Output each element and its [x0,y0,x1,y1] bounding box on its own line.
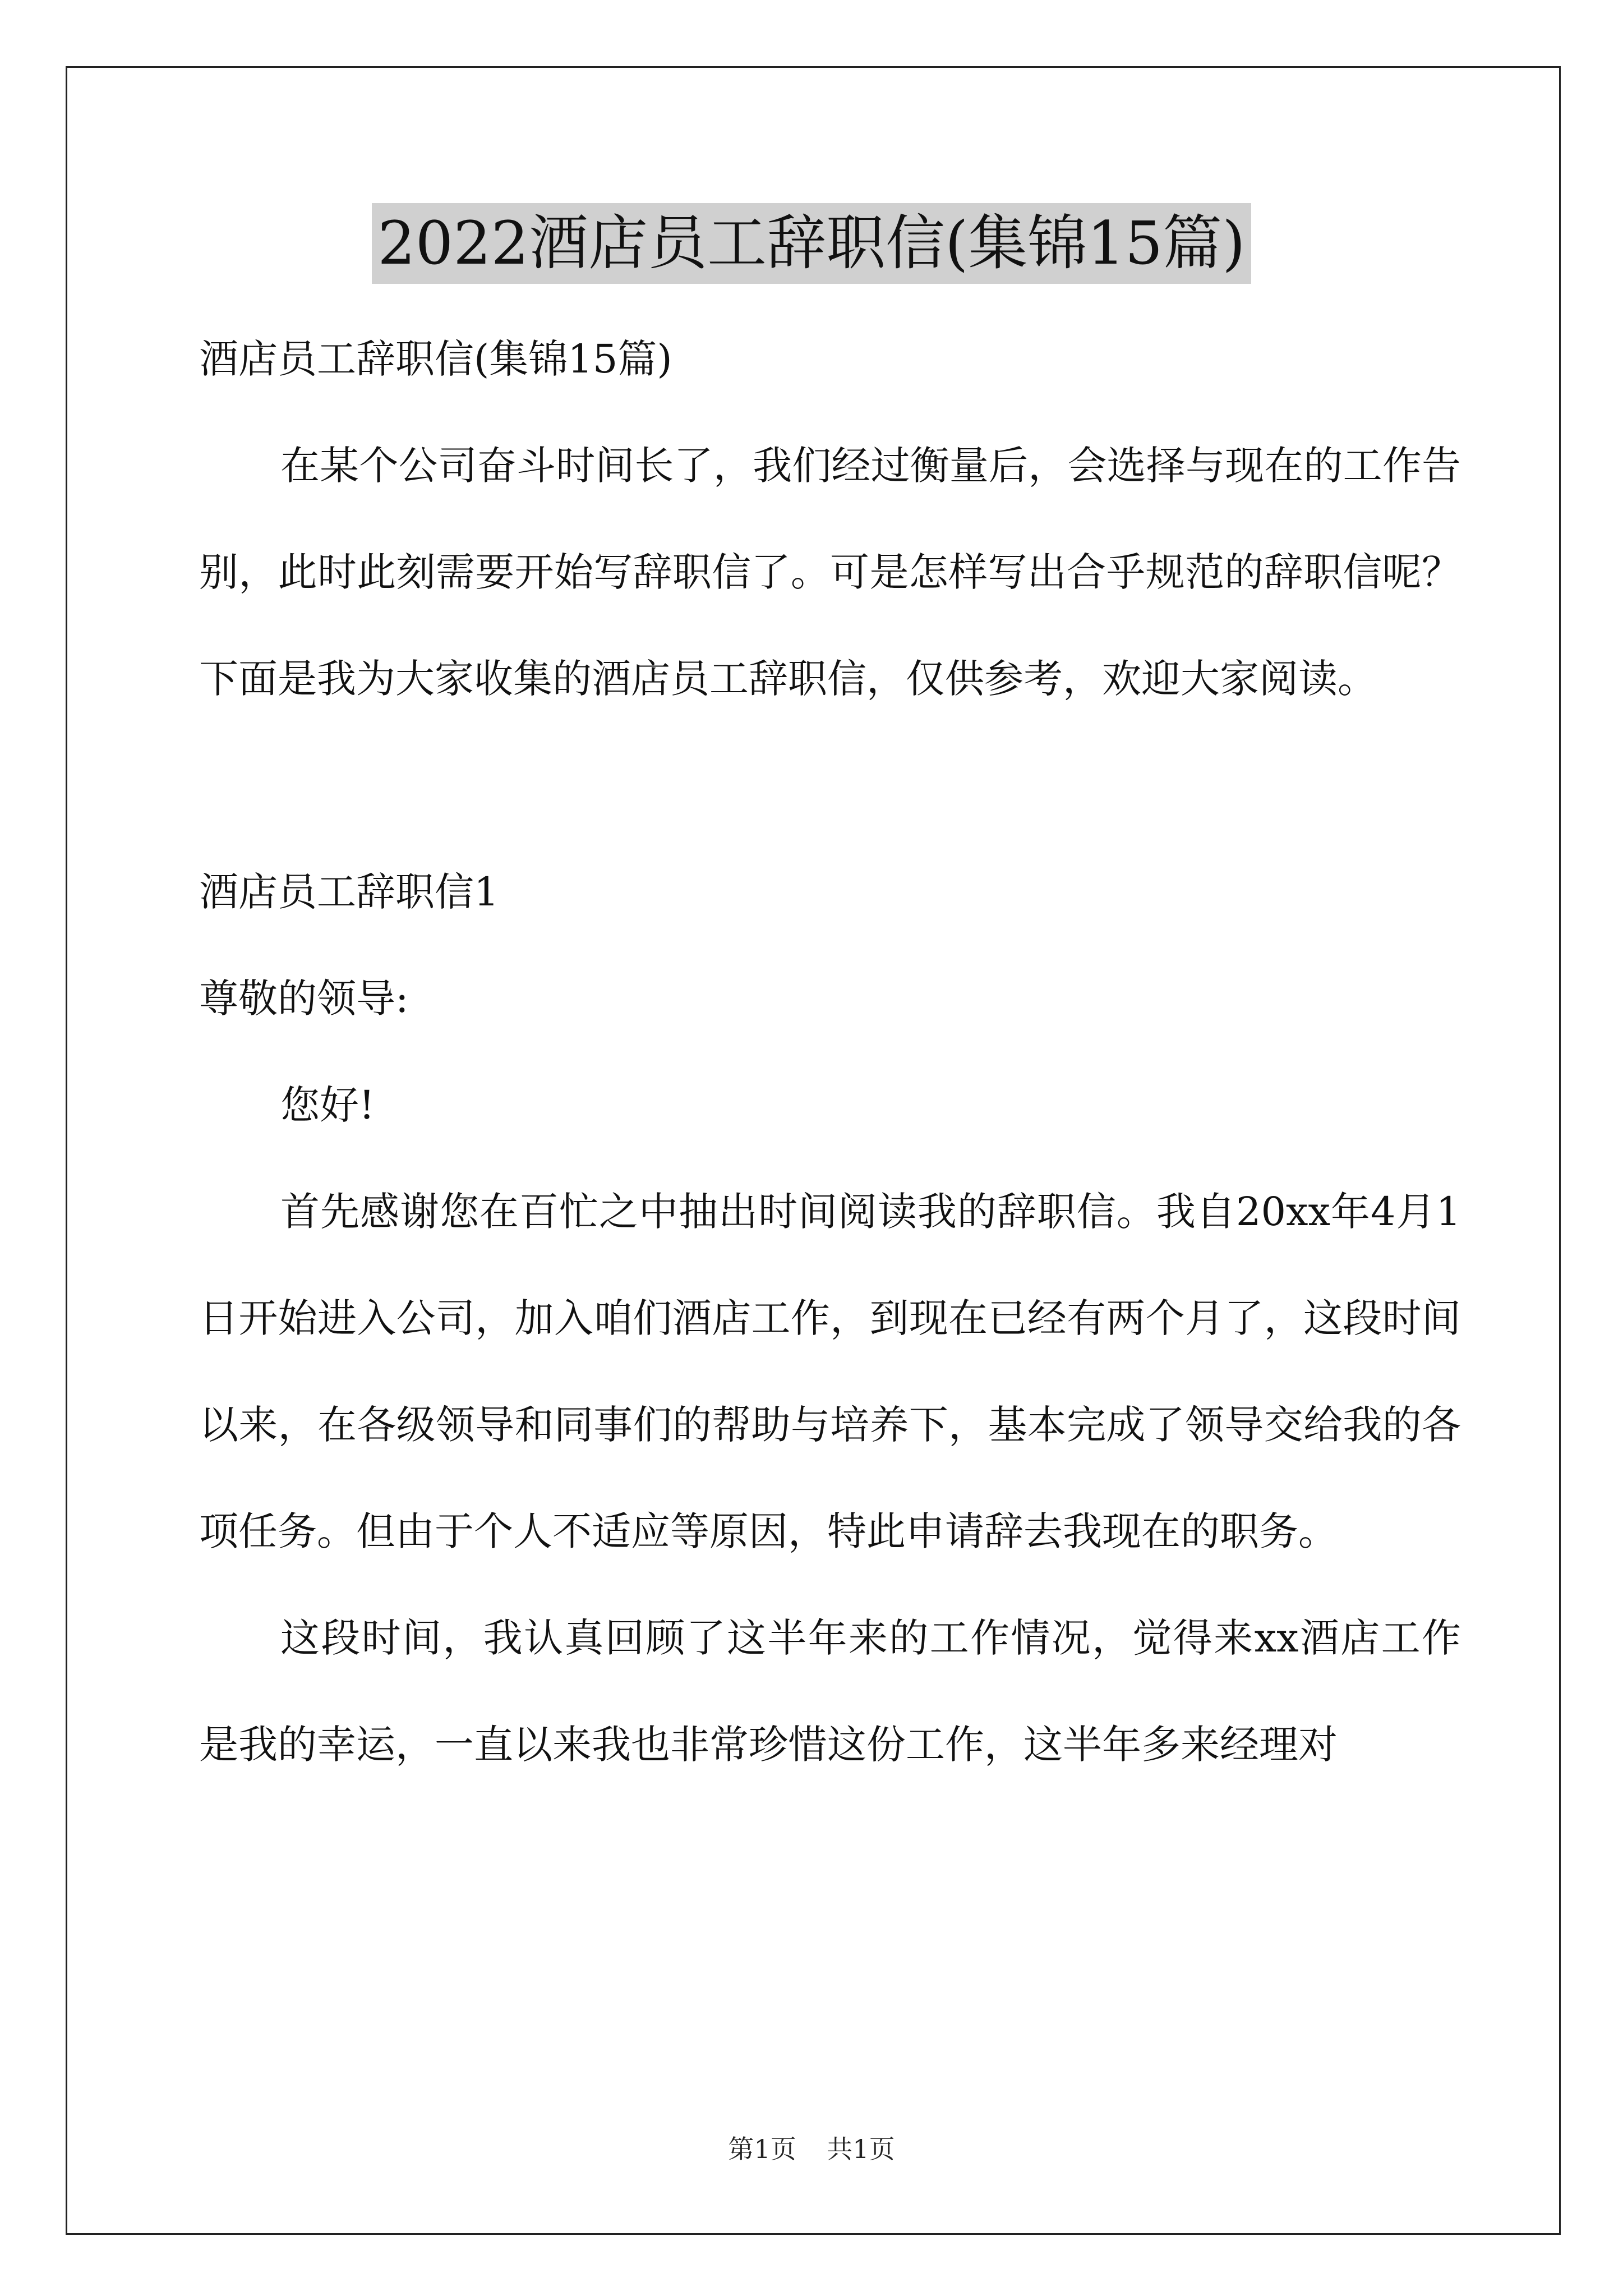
intro-paragraph: 在某个公司奋斗时间长了，我们经过衡量后，会选择与现在的工作告别，此时此刻需要开始写辞职信了。可是怎样写出合乎规范的辞职信呢？下面是我为大家收集的酒店员工辞职信，仅供参考，欢迎大家阅读。 [199,443,1461,702]
salutation: 尊敬的领导: [199,976,409,1022]
page-footer: 第1页 共1页 [728,2134,895,2164]
document-body [199,306,1461,1798]
body-paragraph-2: 这段时间，我认真回顾了这半年来的工作情况，觉得来xx酒店工作是我的幸运，一直以来我也非常珍惜这份工作，这半年多来经理对 [199,1615,1461,1768]
title-wrap [0,203,1623,284]
section-heading: 酒店员工辞职信1 [199,869,499,915]
blank-line [199,732,1461,839]
document-subtitle: 酒店员工辞职信(集锦15篇) [199,336,672,382]
document-title: 2022酒店员工辞职信(集锦15篇) [372,203,1251,284]
greeting: 您好! [280,1082,375,1128]
body-paragraph-1: 首先感谢您在百忙之中抽出时间阅读我的辞职信。我自20xx年4月1日开始进入公司，加入咱们酒店工作，到现在已经有两个月了，这段时间以来，在各级领导和同事们的帮助与培养下，基本完成了领导交给我的各项任务。但由于个人不适应等原因，特此申请辞去我现在的职务。 [199,1189,1461,1554]
